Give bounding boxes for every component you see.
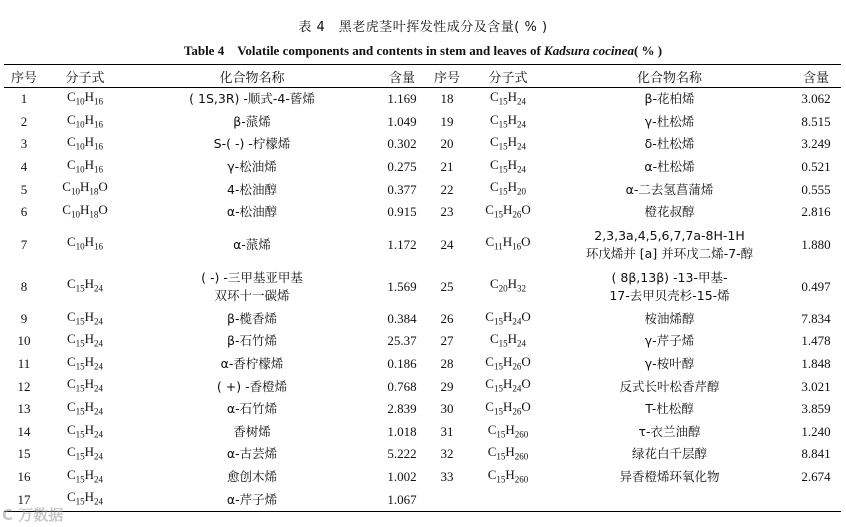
right-name-cell: 异香橙烯环氧化物 bbox=[619, 469, 720, 485]
header-formula-left: 分子式 bbox=[65, 70, 105, 86]
left-formula-cell: $C_{15}H_{24}$ bbox=[66, 353, 104, 372]
right-formula-cell: $C_{15}H_{20}$ bbox=[489, 179, 527, 197]
right-no-cell: 31 bbox=[440, 423, 454, 439]
right-name-cell: 2,3,3a,4,5,6,7,7a-8H-1H 环戊烯并 [a] 并环戊二烯-7-醇 bbox=[585, 227, 754, 261]
table-row bbox=[4, 201, 841, 224]
table-row bbox=[4, 443, 841, 466]
right-no-cell: 21 bbox=[440, 159, 454, 175]
table-row bbox=[4, 224, 841, 266]
left-content-cell: 0.275 bbox=[387, 159, 417, 175]
right-content-cell: 1.240 bbox=[801, 423, 831, 439]
right-no-cell: 18 bbox=[440, 91, 454, 107]
left-name-cell: ( +) -香橙烯 bbox=[216, 378, 288, 394]
header-formula-right: 分子式 bbox=[488, 70, 528, 86]
right-content-cell: 2.674 bbox=[801, 469, 831, 485]
right-content-cell: 0.521 bbox=[801, 159, 831, 175]
right-no-cell: 26 bbox=[440, 310, 454, 326]
right-content-cell: 0.497 bbox=[801, 278, 831, 294]
left-no-cell: 5 bbox=[20, 181, 28, 197]
right-content-cell: 8.841 bbox=[801, 446, 831, 462]
right-name-cell: γ-芹子烯 bbox=[644, 333, 695, 349]
table-caption-zh: 表 4 黑老虎茎叶挥发性成分及含量( % ) bbox=[298, 20, 548, 35]
right-formula-cell: $C_{15}H_{260}$ bbox=[487, 444, 529, 462]
right-no-cell bbox=[426, 488, 468, 511]
left-name-cell: β-蒎烯 bbox=[233, 113, 271, 129]
table-row bbox=[4, 266, 841, 308]
left-formula-cell: $C_{15}H_{24}$ bbox=[66, 308, 104, 327]
right-no-cell: 24 bbox=[440, 236, 454, 252]
left-name-cell: α-芹子烯 bbox=[226, 491, 278, 507]
header-content-left: 含量 bbox=[388, 70, 415, 86]
left-content-cell: 5.222 bbox=[387, 446, 417, 462]
right-name-cell: α-二去氢菖蒲烯 bbox=[625, 181, 714, 197]
right-formula-cell: $C_{15}H_{260}$ bbox=[487, 466, 529, 485]
right-name-cell: 橙花叔醇 bbox=[644, 204, 695, 220]
left-formula-cell: $C_{15}H_{24}$ bbox=[66, 276, 104, 294]
caption-en-suffix: ( % ) bbox=[633, 43, 663, 58]
header-no-right: 序号 bbox=[433, 70, 460, 86]
left-formula-cell: $C_{15}H_{24}$ bbox=[66, 489, 104, 507]
left-content-cell: 1.569 bbox=[387, 278, 417, 294]
right-name-cell: β-花柏烯 bbox=[644, 91, 695, 107]
left-name-cell: α-香柠檬烯 bbox=[220, 356, 284, 372]
right-name-cell: T-杜松醇 bbox=[645, 401, 694, 417]
left-name-cell: α-蒎烯 bbox=[233, 236, 271, 252]
table-body bbox=[4, 88, 841, 512]
right-formula-cell: $C_{15}H_{24}$ bbox=[489, 156, 527, 175]
left-name-cell: α-松油醇 bbox=[226, 204, 278, 220]
left-content-cell: 1.067 bbox=[387, 491, 417, 507]
table-caption-en bbox=[0, 40, 846, 59]
table-row bbox=[4, 133, 841, 156]
right-formula-cell: $C_{15}H_{24}O$ bbox=[485, 376, 531, 394]
right-formula-cell bbox=[468, 488, 548, 511]
left-no-cell: 16 bbox=[17, 469, 31, 485]
left-content-cell: 1.169 bbox=[387, 91, 417, 107]
left-no-cell: 13 bbox=[17, 401, 31, 417]
left-name-cell: β-石竹烯 bbox=[227, 333, 277, 349]
left-formula-cell: $C_{10}H_{18}O$ bbox=[62, 179, 108, 197]
right-name-cell: 桉油烯醇 bbox=[644, 310, 695, 326]
left-content-cell: 2.839 bbox=[387, 401, 417, 417]
left-content-cell: 1.002 bbox=[387, 469, 417, 485]
header-row bbox=[4, 65, 841, 88]
left-no-cell: 8 bbox=[20, 278, 28, 294]
right-formula-cell: $C_{15}H_{24}$ bbox=[489, 111, 527, 130]
right-content-cell: 8.515 bbox=[801, 113, 831, 129]
right-content-cell: 3.021 bbox=[801, 378, 831, 394]
left-no-cell: 9 bbox=[20, 310, 28, 326]
left-no-cell: 2 bbox=[20, 113, 28, 129]
table-row bbox=[4, 178, 841, 201]
left-formula-cell: $C_{15}H_{24}$ bbox=[66, 444, 104, 462]
right-formula-cell: $C_{20}H_{32}$ bbox=[489, 276, 527, 294]
right-formula-cell: $C_{15}H_{26}O$ bbox=[485, 353, 531, 372]
right-name-cell bbox=[548, 488, 791, 511]
left-formula-cell: $C_{10}H_{18}O$ bbox=[62, 201, 108, 220]
right-name-cell: ( 8β,13β) -13-甲基- 17-去甲贝壳杉-15-烯 bbox=[609, 269, 730, 303]
left-name-cell: α-古芸烯 bbox=[226, 446, 278, 462]
table-row bbox=[4, 488, 841, 511]
left-name-cell: S-( -) -柠檬烯 bbox=[213, 136, 291, 152]
left-name-cell: ( -) -三甲基亚甲基 双环十一碳烯 bbox=[201, 269, 303, 303]
watermark-logo: C 万数据 bbox=[2, 506, 64, 524]
left-no-cell: 4 bbox=[20, 159, 28, 175]
left-no-cell: 1 bbox=[20, 91, 28, 107]
left-formula-cell: $C_{15}H_{24}$ bbox=[66, 331, 104, 349]
left-content-cell: 0.768 bbox=[387, 378, 417, 394]
right-no-cell: 29 bbox=[440, 378, 454, 394]
left-formula-cell: $C_{10}H_{16}$ bbox=[66, 89, 104, 107]
left-no-cell: 12 bbox=[17, 378, 31, 394]
left-no-cell: 3 bbox=[20, 136, 28, 152]
right-no-cell: 22 bbox=[440, 181, 454, 197]
table-row bbox=[4, 375, 841, 398]
caption-en-species: Kadsura cocinea bbox=[544, 43, 634, 58]
table-row bbox=[4, 88, 841, 111]
right-formula-cell: $C_{11}H_{16}O$ bbox=[485, 234, 531, 252]
header-no-left: 序号 bbox=[10, 70, 37, 86]
right-name-cell: γ-桉叶醇 bbox=[644, 356, 695, 372]
caption-en-prefix: Table 4 Volatile components and contents in stem and leaves of bbox=[183, 43, 545, 58]
left-content-cell: 1.172 bbox=[387, 236, 417, 252]
left-content-cell: 0.186 bbox=[387, 356, 417, 372]
components-table bbox=[4, 64, 841, 512]
right-no-cell: 30 bbox=[440, 401, 454, 417]
right-no-cell: 27 bbox=[440, 333, 454, 349]
header-name-right: 化合物名称 bbox=[636, 70, 702, 86]
right-formula-cell: $C_{15}H_{24}O$ bbox=[485, 308, 531, 327]
left-name-cell: ( 1S,3R) -顺式-4-蒈烯 bbox=[189, 91, 315, 107]
right-formula-cell: $C_{15}H_{24}$ bbox=[489, 331, 527, 349]
table-row bbox=[4, 421, 841, 444]
table-row bbox=[4, 156, 841, 179]
right-content-cell bbox=[791, 488, 841, 511]
right-no-cell: 19 bbox=[440, 113, 454, 129]
left-content-cell: 0.915 bbox=[387, 204, 417, 220]
right-name-cell: 反式长叶松香芹醇 bbox=[619, 378, 720, 394]
right-name-cell: γ-杜松烯 bbox=[644, 113, 695, 129]
right-content-cell: 3.859 bbox=[801, 401, 831, 417]
table-row bbox=[4, 111, 841, 134]
right-no-cell: 33 bbox=[440, 469, 454, 485]
right-no-cell: 25 bbox=[440, 278, 454, 294]
left-name-cell: β-榄香烯 bbox=[227, 310, 277, 326]
right-content-cell: 3.249 bbox=[801, 136, 831, 152]
right-content-cell: 1.478 bbox=[801, 333, 831, 349]
left-name-cell: 愈创木烯 bbox=[226, 469, 277, 485]
left-no-cell: 6 bbox=[20, 204, 28, 220]
left-formula-cell: $C_{15}H_{24}$ bbox=[66, 421, 104, 440]
left-formula-cell: $C_{15}H_{24}$ bbox=[66, 376, 104, 394]
left-no-cell: 15 bbox=[17, 446, 31, 462]
left-content-cell: 0.377 bbox=[387, 181, 417, 197]
right-content-cell: 7.834 bbox=[801, 310, 831, 326]
left-content-cell: 1.049 bbox=[387, 113, 417, 129]
right-name-cell: τ-衣兰油醇 bbox=[638, 423, 701, 439]
left-content-cell: 1.018 bbox=[387, 423, 417, 439]
table-row bbox=[4, 330, 841, 353]
left-content-cell: 0.384 bbox=[387, 310, 417, 326]
right-formula-cell: $C_{15}H_{24}$ bbox=[489, 89, 527, 107]
left-formula-cell: $C_{10}H_{16}$ bbox=[66, 156, 104, 175]
left-no-cell: 11 bbox=[17, 356, 31, 372]
right-formula-cell: $C_{15}H_{24}$ bbox=[489, 134, 527, 152]
left-no-cell: 10 bbox=[17, 333, 31, 349]
right-content-cell: 3.062 bbox=[801, 91, 831, 107]
right-no-cell: 32 bbox=[440, 446, 454, 462]
table-row bbox=[4, 308, 841, 331]
right-content-cell: 0.555 bbox=[801, 181, 831, 197]
left-formula-cell: $C_{15}H_{24}$ bbox=[66, 466, 104, 485]
table-row bbox=[4, 353, 841, 376]
left-no-cell: 14 bbox=[17, 423, 31, 439]
right-formula-cell: $C_{15}H_{26}O$ bbox=[485, 398, 531, 417]
right-name-cell: 绿花白千层醇 bbox=[631, 446, 707, 462]
header-name-left: 化合物名称 bbox=[219, 70, 285, 86]
left-no-cell: 7 bbox=[20, 236, 28, 252]
right-formula-cell: $C_{15}H_{26}O$ bbox=[485, 201, 531, 220]
table-row bbox=[4, 398, 841, 421]
left-content-cell: 25.37 bbox=[387, 333, 417, 349]
right-content-cell: 1.848 bbox=[801, 356, 831, 372]
left-formula-cell: $C_{10}H_{16}$ bbox=[66, 134, 104, 152]
left-name-cell: 4-松油醇 bbox=[227, 181, 277, 197]
left-no-cell: 17 bbox=[17, 491, 31, 507]
left-formula-cell: $C_{15}H_{24}$ bbox=[66, 398, 104, 417]
left-name-cell: γ-松油烯 bbox=[227, 159, 277, 175]
right-content-cell: 2.816 bbox=[801, 204, 831, 220]
right-content-cell: 1.880 bbox=[801, 236, 831, 252]
right-name-cell: α-杜松烯 bbox=[644, 159, 695, 175]
left-name-cell: α-石竹烯 bbox=[226, 401, 278, 417]
table-row bbox=[4, 466, 841, 489]
right-formula-cell: $C_{15}H_{260}$ bbox=[487, 421, 529, 440]
left-formula-cell: $C_{10}H_{16}$ bbox=[66, 234, 104, 252]
header-content-right: 含量 bbox=[802, 70, 829, 86]
left-content-cell: 0.302 bbox=[387, 136, 417, 152]
left-formula-cell: $C_{10}H_{16}$ bbox=[66, 111, 104, 130]
left-name-cell: 香树烯 bbox=[233, 423, 271, 439]
right-no-cell: 23 bbox=[440, 204, 454, 220]
right-name-cell: δ-杜松烯 bbox=[644, 136, 695, 152]
right-no-cell: 20 bbox=[440, 136, 454, 152]
right-no-cell: 28 bbox=[440, 356, 454, 372]
